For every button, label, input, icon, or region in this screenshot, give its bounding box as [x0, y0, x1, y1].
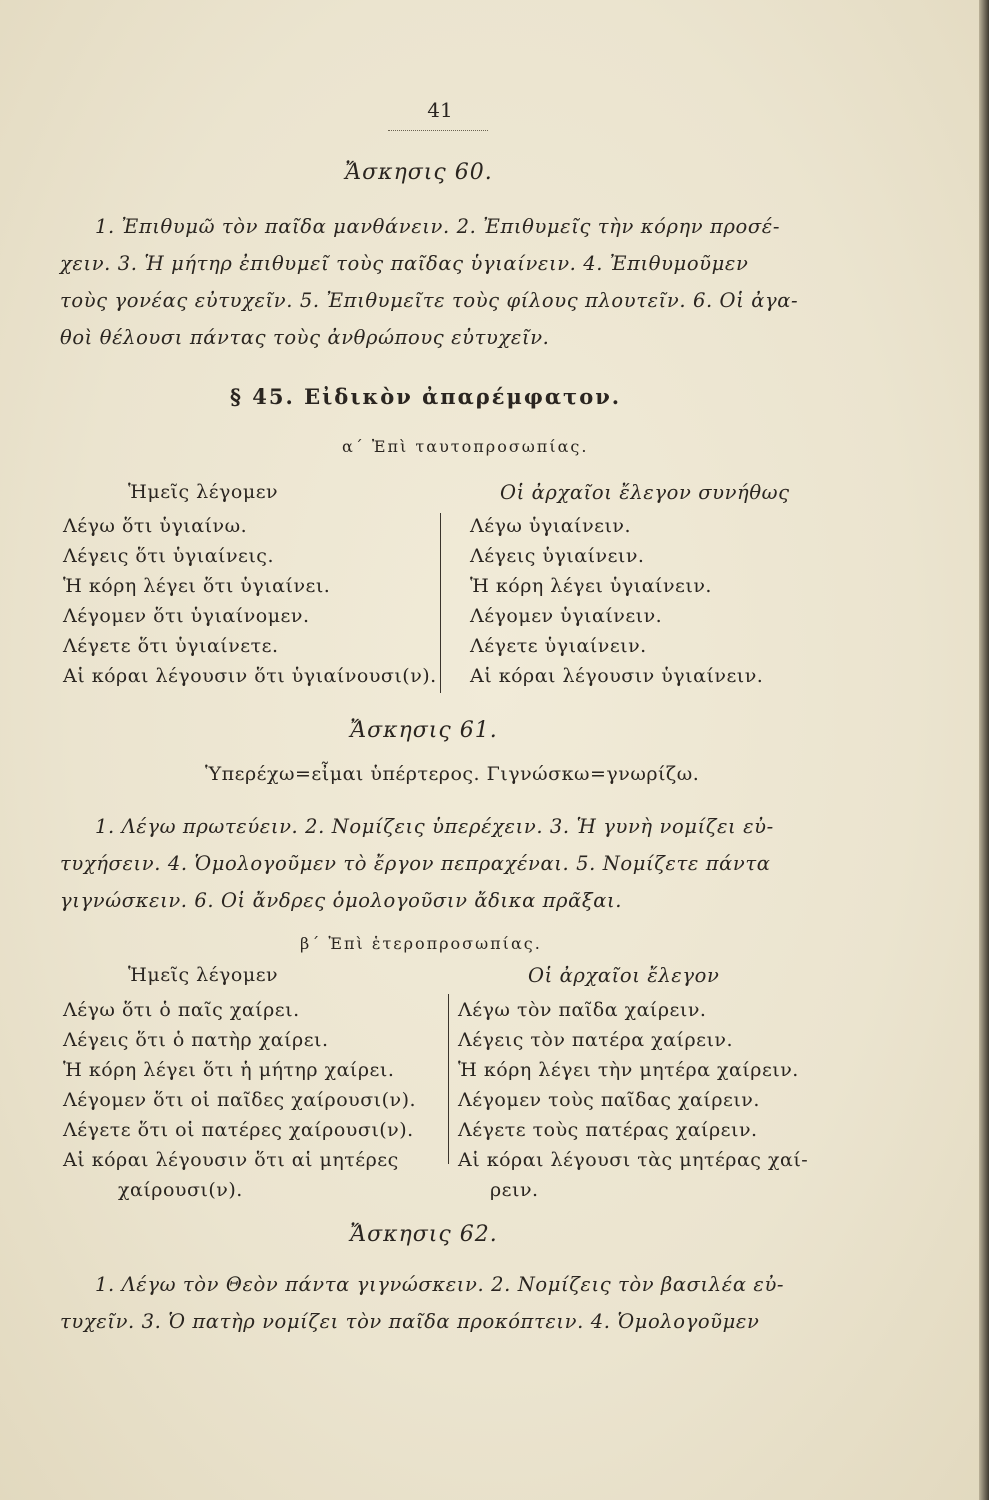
part-a-right-row: Αἱ κόραι λέγουσιν ὑγιαίνειν. [470, 665, 764, 687]
part-b-right-row: ρειν. [490, 1179, 539, 1201]
part-b-right-header: Οἱ ἀρχαῖοι ἔλεγον [528, 964, 720, 987]
part-a-left-row: Αἱ κόραι λέγουσιν ὅτι ὑγιαίνουσι(ν). [63, 665, 437, 687]
part-a-left-row: Λέγεις ὅτι ὑγιαίνεις. [63, 545, 274, 567]
exercise-60-line: χειν. 3. Ἡ μήτηρ ἐπιθυμεῖ τοὺς παῖδας ὑγιαίνειν. 4. Ἐπιθυμοῦμεν [60, 252, 749, 275]
exercise-60-line: 1. Ἐπιθυμῶ τὸν παῖδα μανθάνειν. 2. Ἐπιθυμεῖς τὴν κόρην προσέ- [95, 215, 781, 238]
header-rule [388, 130, 488, 131]
part-b-left-row: Λέγετε ὅτι οἱ πατέρες χαίρουσι(ν). [63, 1119, 414, 1141]
part-b-left-header: Ἡμεῖς λέγομεν [128, 964, 279, 986]
part-b-right-row: Λέγεις τὸν πατέρα χαίρειν. [458, 1029, 733, 1051]
exercise-61-line: 1. Λέγω πρωτεύειν. 2. Νομίζεις ὑπερέχειν. 3. Ἡ γυνὴ νομίζει εὐ- [95, 815, 774, 838]
exercise-62-line: τυχεῖν. 3. Ὁ πατὴρ νομίζει τὸν παῖδα προκόπτειν. 4. Ὁμολογοῦμεν [60, 1310, 760, 1333]
part-b-right-row: Λέγετε τοὺς πατέρας χαίρειν. [458, 1119, 758, 1141]
part-b-right-row: Αἱ κόραι λέγουσι τὰς μητέρας χαί- [458, 1149, 809, 1171]
part-a-left-row: Λέγετε ὅτι ὑγιαίνετε. [63, 635, 279, 657]
exercise-60-title: Ἄσκησις 60. [345, 160, 493, 185]
exercise-61-title: Ἄσκησις 61. [350, 718, 498, 743]
exercise-62-line: 1. Λέγω τὸν Θεὸν πάντα γιγνώσκειν. 2. Νομίζεις τὸν βασιλέα εὐ- [95, 1273, 785, 1296]
part-a-left-header: Ἡμεῖς λέγομεν [128, 481, 279, 503]
exercise-61-line: τυχήσειν. 4. Ὁμολογοῦμεν τὸ ἔργον πεπραχέναι. 5. Νομίζετε πάντα [60, 852, 771, 875]
part-a-right-row: Λέγεις ὑγιαίνειν. [470, 545, 645, 567]
page-number: 41 [427, 98, 453, 122]
part-b-left-row: Αἱ κόραι λέγουσιν ὅτι αἱ μητέρες [63, 1149, 399, 1171]
exercise-60-line: θοὶ θέλουσι πάντας τοὺς ἀνθρώπους εὐτυχεῖν. [60, 326, 550, 349]
part-a-right-row: Λέγω ὑγιαίνειν. [470, 515, 632, 537]
part-b-right-row: Ἡ κόρη λέγει τὴν μητέρα χαίρειν. [458, 1059, 799, 1081]
part-a-right-row: Λέγετε ὑγιαίνειν. [470, 635, 647, 657]
part-a-title: α΄ Ἐπὶ ταυτοπροσωπίας. [342, 437, 589, 456]
part-b-left-row: Λέγω ὅτι ὁ παῖς χαίρει. [63, 999, 300, 1021]
page-edge [979, 0, 989, 1500]
part-b-title: β΄ Ἐπὶ ἑτεροπροσωπίας. [300, 934, 542, 953]
exercise-60-line: τοὺς γονέας εὐτυχεῖν. 5. Ἐπιθυμεῖτε τοὺς φίλους πλουτεῖν. 6. Οἱ ἀγα- [60, 289, 799, 312]
part-b-left-row: Λέγομεν ὅτι οἱ παῖδες χαίρουσι(ν). [63, 1089, 417, 1111]
column-divider [440, 513, 441, 693]
exercise-61-line: γιγνώσκειν. 6. Οἱ ἄνδρες ὁμολογοῦσιν ἄδικα πρᾶξαι. [60, 889, 623, 912]
part-a-right-header: Οἱ ἀρχαῖοι ἔλεγον συνήθως [500, 481, 790, 504]
part-b-right-row: Λέγω τὸν παῖδα χαίρειν. [458, 999, 707, 1021]
part-a-left-row: Ἡ κόρη λέγει ὅτι ὑγιαίνει. [63, 575, 331, 597]
part-a-left-row: Λέγω ὅτι ὑγιαίνω. [63, 515, 248, 537]
part-a-right-row: Λέγομεν ὑγιαίνειν. [470, 605, 663, 627]
part-a-right-row: Ἡ κόρη λέγει ὑγιαίνειν. [470, 575, 712, 597]
exercise-62-title: Ἄσκησις 62. [350, 1222, 498, 1247]
part-b-left-row: χαίρουσι(ν). [118, 1179, 243, 1201]
part-b-left-row: Ἡ κόρη λέγει ὅτι ἡ μήτηρ χαίρει. [63, 1059, 395, 1081]
part-b-left-row: Λέγεις ὅτι ὁ πατὴρ χαίρει. [63, 1029, 329, 1051]
part-a-left-row: Λέγομεν ὅτι ὑγιαίνομεν. [63, 605, 310, 627]
exercise-61-vocab: Ὑπερέχω=εἶμαι ὑπέρτερος. Γιγνώσκω=γνωρίζω. [205, 763, 700, 785]
section-title: § 45. Εἰδικὸν ἀπαρέμφατον. [230, 384, 622, 409]
column-divider [448, 994, 449, 1164]
part-b-right-row: Λέγομεν τοὺς παῖδας χαίρειν. [458, 1089, 760, 1111]
